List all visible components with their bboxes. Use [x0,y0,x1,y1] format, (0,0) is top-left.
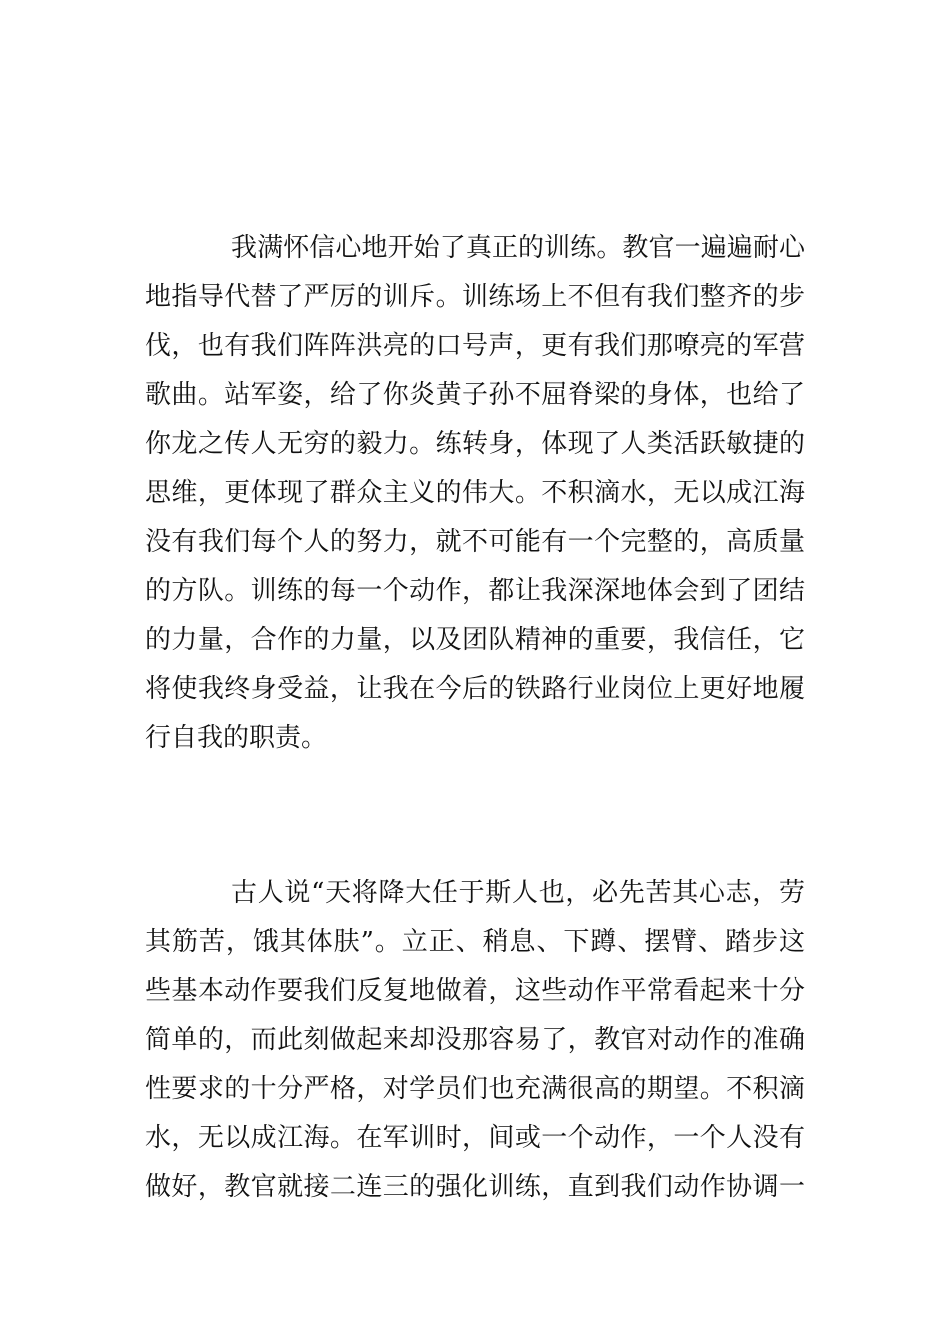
paragraph-line: 我满怀信心地开始了真正的训练。教官一遍遍耐心 [231,233,805,263]
paragraph-line: 简单的，而此刻做起来却没那容易了，教官对动作的准确 [145,1025,805,1055]
paragraph-line: 没有我们每个人的努力，就不可能有一个完整的，高质量 [145,527,805,557]
paragraph-line: 做好，教官就接二连三的强化训练，直到我们动作协调一 [145,1172,805,1202]
paragraph-line: 伐，也有我们阵阵洪亮的口号声，更有我们那嘹亮的军营 [145,331,805,361]
paragraph-line: 的方队。训练的每一个动作，都让我深深地体会到了团结 [145,576,805,606]
paragraph-line: 歌曲。站军姿，给了你炎黄子孙不屈脊梁的身体，也给了 [145,380,805,410]
paragraph-line: 你龙之传人无穷的毅力。练转身，体现了人类活跃敏捷的 [145,429,805,459]
paragraph-line: 古人说“天将降大任于斯人也，必先苦其心志，劳 [231,878,805,908]
paragraph-line: 性要求的十分严格，对学员们也充满很高的期望。不积滴 [145,1074,805,1104]
paragraph-line: 思维，更体现了群众主义的伟大。不积滴水，无以成江海 [145,478,805,508]
paragraph-line: 其筋苦，饿其体肤”。立正、稍息、下蹲、摆臂、踏步这 [145,927,805,957]
paragraph-line: 水，无以成江海。在军训时，间或一个动作，一个人没有 [145,1123,805,1153]
paragraph-line: 地指导代替了严厉的训斥。训练场上不但有我们整齐的步 [145,282,805,312]
paragraph-line: 些基本动作要我们反复地做着，这些动作平常看起来十分 [145,976,805,1006]
paragraph-line: 行自我的职责。 [145,723,328,753]
paragraph-line: 将使我终身受益，让我在今后的铁路行业岗位上更好地履 [145,674,805,704]
paragraph-line: 的力量，合作的力量，以及团队精神的重要，我信任，它 [145,625,805,655]
